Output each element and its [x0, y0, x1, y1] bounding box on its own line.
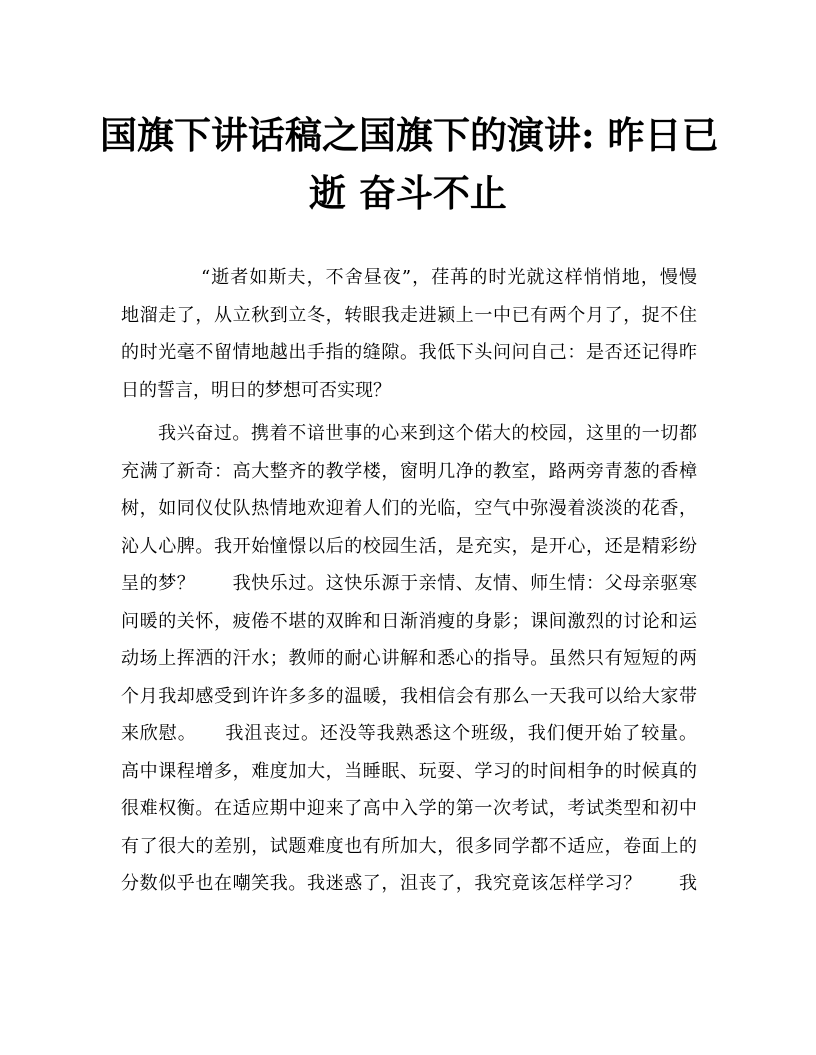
document-title: [100, 106, 719, 222]
paragraph-line: 地溜走了，从立秋到立冬，转眼我走进颍上一中已有两个月了，捉不住: [121, 304, 697, 326]
paragraph-line: 高中课程增多，难度加大，当睡眠、玩耍、学习的时间相争的时候真的: [121, 760, 697, 782]
paragraph-line: 来欣慰。 我沮丧过。还没等我熟悉这个班级，我们便开始了较量。: [121, 723, 697, 744]
paragraph-line: 很难权衡。在适应期中迎来了高中入学的第一次考试，考试类型和初中: [121, 798, 697, 819]
paragraph-line: 的时光毫不留情地越出手指的缝隙。我低下头问问自己：是否还记得昨: [121, 342, 697, 363]
paragraph-line: 分数似乎也在嘲笑我。我迷惑了，沮丧了，我究竟该怎样学习？ 我: [121, 873, 697, 894]
paragraph-line: “逝者如斯夫，不舍昼夜”，荏苒的时光就这样悄悄地，慢慢: [201, 267, 697, 288]
paragraph-line: 问暖的关怀，疲倦不堪的双眸和日渐消瘦的身影；课间激烈的讨论和运: [121, 610, 697, 632]
paragraph-line: 日的誓言，明日的梦想可否实现？: [121, 379, 391, 401]
paragraph-line: 呈的梦？ 我快乐过。这快乐源于亲情、友情、师生情：父母亲驱寒: [121, 573, 697, 594]
paragraph-line: 有了很大的差别，试题难度也有所加大，很多同学都不适应，卷面上的: [121, 835, 697, 857]
paragraph-line: 个月我却感受到许许多多的温暖，我相信会有那么一天我可以给大家带: [121, 685, 697, 707]
paragraph-line: 沁人心脾。我开始憧憬以后的校园生活，是充实，是开心，还是精彩纷: [121, 535, 697, 557]
paragraph-2: [121, 415, 697, 903]
paragraph-line: 树，如同仪仗队热情地欢迎着人们的光临，空气中弥漫着淡淡的花香，: [121, 498, 697, 519]
title-line-2: 逝 奋斗不止: [309, 171, 507, 215]
document-body: [121, 259, 697, 903]
paragraph-line: 充满了新奇：高大整齐的教学楼，窗明几净的教室，路两旁青葱的香樟: [121, 460, 697, 482]
title-line-1: 国旗下讲话稿之国旗下的演讲: 昨日已: [100, 113, 719, 157]
paragraph-line: 动场上挥洒的汗水；教师的耐心讲解和悉心的指导。虽然只有短短的两: [121, 648, 697, 669]
paragraph-line: 我兴奋过。携着不谙世事的心来到这个偌大的校园，这里的一切都: [158, 423, 697, 444]
paragraph-1: [121, 259, 697, 409]
